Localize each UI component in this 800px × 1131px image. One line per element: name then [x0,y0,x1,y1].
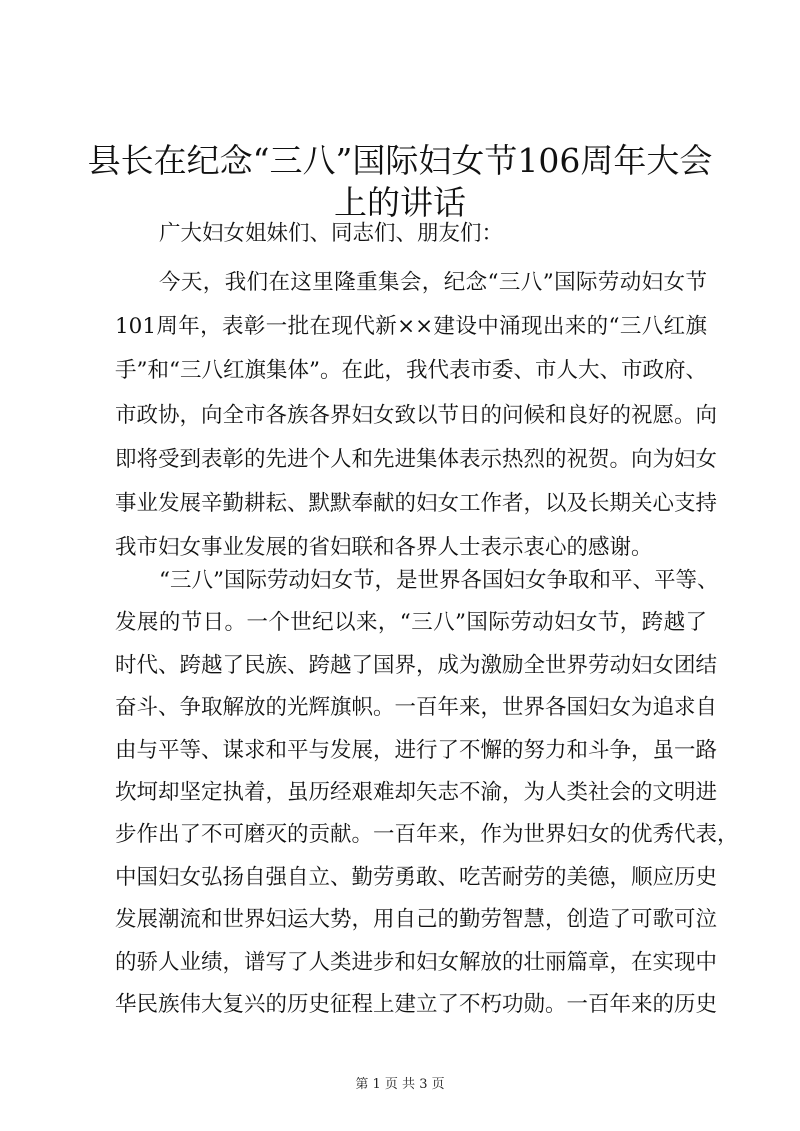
paragraph-line: 时代、跨越了民族、跨越了国界，成为激励全世界劳动妇女团结 [115,652,718,678]
document-title-line-1: 县长在纪念“三八”国际妇女节106周年大会 [87,141,713,180]
paragraph-line: 坎坷却坚定执着，虽历经艰难却矢志不渝，为人类社会的文明进 [115,780,718,805]
paragraph-line: 市政协，向全市各族各界妇女致以节日的问候和良好的祝愿。向 [115,402,718,428]
paragraph-line: 今天，我们在这里隆重集会，纪念“三八”国际劳动妇女节 [159,270,707,295]
paragraph-line: 手”和“三八红旗集体”。在此，我代表市委、市人大、市政府、 [115,358,707,384]
paragraph-line: 步作出了不可磨灭的贡献。一百年来，作为世界妇女的优秀代表， [115,822,739,848]
paragraph-line: 事业发展辛勤耕耘、默默奉献的妇女工作者，以及长期关心支持 [115,491,718,516]
paragraph-line: 101周年，表彰一批在现代新××建设中涌现出来的“三八红旗 [115,314,707,340]
paragraph-line: 发展的节日。一个世纪以来，“三八”国际劳动妇女节，跨越了 [115,610,707,636]
paragraph-line: 发展潮流和世界妇运大势，用自己的勤劳智慧，创造了可歌可泣 [115,907,718,933]
paragraph-line: 我市妇女事业发展的省妇联和各界人士表示衷心的感谢。 [115,535,653,561]
paragraph-line: “三八”国际劳动妇女节，是世界各国妇女争取和平、平等、 [159,568,719,593]
paragraph-line: 奋斗、争取解放的光辉旗帜。一百年来，世界各国妇女为追求自 [115,695,718,721]
paragraph-line: 中国妇女弘扬自强自立、勤劳勇敢、吃苦耐劳的美德，顺应历史 [115,864,718,890]
document-title-line-2: 上的讲话 [334,183,466,222]
page-footer: 第 1 页 共 3 页 [355,1077,445,1092]
paragraph-line: 华民族伟大复兴的历史征程上建立了不朽功勋。一百年来的历史 [115,992,718,1017]
greeting: 广大妇女姐妹们、同志们、朋友们： [159,221,504,246]
paragraph-line: 即将受到表彰的先进个人和先进集体表示热烈的祝贺。向为妇女 [115,446,718,472]
paragraph-line: 的骄人业绩，谱写了人类进步和妇女解放的壮丽篇章，在实现中 [115,949,718,975]
paragraph-line: 由与平等、谋求和平与发展，进行了不懈的努力和斗争，虽一路 [115,737,718,763]
